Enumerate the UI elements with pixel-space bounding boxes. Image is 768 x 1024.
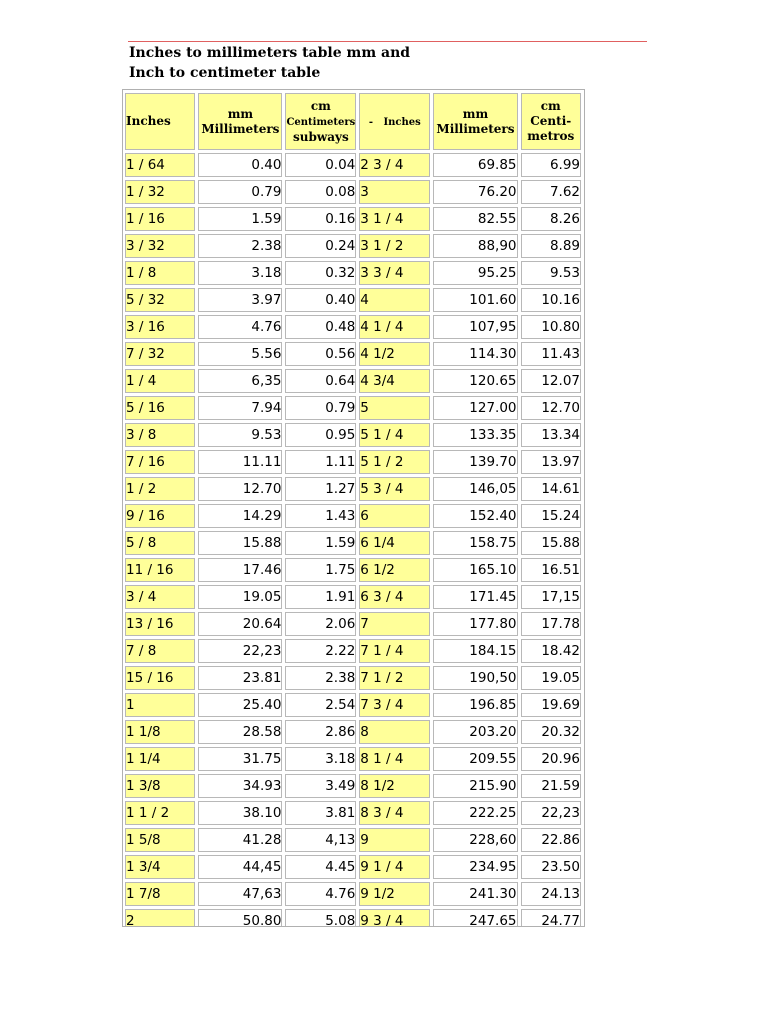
cell-centimeters-2: 8.89 [521, 234, 581, 258]
cell-centimeters: 1.27 [285, 477, 356, 501]
cell-millimeters: 1.59 [198, 207, 282, 231]
cell-inches-2: 4 3/4 [359, 369, 430, 393]
cell-millimeters-2: 190,50 [433, 666, 517, 690]
cell-inches: 15 / 16 [125, 666, 195, 690]
cell-inches: 1 / 64 [125, 153, 195, 177]
header-cm2-word-2: metros [527, 129, 575, 143]
cell-centimeters: 0.95 [285, 423, 356, 447]
cell-centimeters-2: 23.50 [521, 855, 581, 879]
cell-inches: 7 / 16 [125, 450, 195, 474]
cell-inches: 5 / 8 [125, 531, 195, 555]
cell-inches-2: 8 3 / 4 [359, 801, 430, 825]
cell-millimeters-2: 247.65 [433, 909, 517, 927]
cell-millimeters: 44,45 [198, 855, 282, 879]
cell-inches: 1 1/4 [125, 747, 195, 771]
cell-millimeters-2: 69.85 [433, 153, 517, 177]
header-mm-unit: mm [227, 106, 254, 121]
cell-millimeters-2: 120.65 [433, 369, 517, 393]
cell-millimeters: 34.93 [198, 774, 282, 798]
header-cm-sub: subways [293, 129, 349, 144]
cell-centimeters: 0.04 [285, 153, 356, 177]
page-title-line-2: Inch to centimeter table [129, 65, 321, 81]
cell-millimeters: 47,63 [198, 882, 282, 906]
cell-inches: 11 / 16 [125, 558, 195, 582]
cell-centimeters: 3.18 [285, 747, 356, 771]
header-cm2-word-1: Centi- [530, 114, 572, 128]
cell-millimeters-2: 222.25 [433, 801, 517, 825]
cell-centimeters: 5.08 [285, 909, 356, 927]
cell-millimeters-2: 165.10 [433, 558, 517, 582]
cell-millimeters: 12.70 [198, 477, 282, 501]
cell-inches-2: 9 1 / 4 [359, 855, 430, 879]
cell-inches: 1 / 8 [125, 261, 195, 285]
cell-millimeters: 22,23 [198, 639, 282, 663]
cell-centimeters-2: 9.53 [521, 261, 581, 285]
header-inches-2 [359, 93, 430, 150]
cell-millimeters-2: 152.40 [433, 504, 517, 528]
cell-centimeters-2: 17,15 [521, 585, 581, 609]
cell-inches-2: 7 3 / 4 [359, 693, 430, 717]
cell-centimeters: 2.54 [285, 693, 356, 717]
cell-inches: 1 1 / 2 [125, 801, 195, 825]
cell-millimeters-2: 203.20 [433, 720, 517, 744]
cell-inches: 1 [125, 693, 195, 717]
table-row [125, 882, 581, 906]
cell-centimeters: 0.56 [285, 342, 356, 366]
table-row [125, 774, 581, 798]
cell-inches-2: 6 1/2 [359, 558, 430, 582]
cell-inches-2: 7 [359, 612, 430, 636]
cell-centimeters-2: 12.70 [521, 396, 581, 420]
cell-inches-2: 2 3 / 4 [359, 153, 430, 177]
cell-centimeters-2: 15.88 [521, 531, 581, 555]
cell-centimeters-2: 19.69 [521, 693, 581, 717]
cell-millimeters: 50.80 [198, 909, 282, 927]
cell-centimeters-2: 15.24 [521, 504, 581, 528]
cell-millimeters-2: 209.55 [433, 747, 517, 771]
cell-centimeters-2: 16.51 [521, 558, 581, 582]
cell-inches: 3 / 8 [125, 423, 195, 447]
cell-millimeters: 17.46 [198, 558, 282, 582]
cell-millimeters: 38.10 [198, 801, 282, 825]
page-title [129, 43, 410, 83]
table-row [125, 423, 581, 447]
header-cm2-unit: cm [540, 99, 561, 113]
cell-centimeters: 0.32 [285, 261, 356, 285]
cell-millimeters-2: 234.95 [433, 855, 517, 879]
table-row [125, 801, 581, 825]
header-inches-2-label: - Inches [368, 116, 421, 128]
cell-millimeters: 9.53 [198, 423, 282, 447]
cell-centimeters-2: 21.59 [521, 774, 581, 798]
table-row [125, 288, 581, 312]
table-row [125, 666, 581, 690]
cell-inches-2: 7 1 / 2 [359, 666, 430, 690]
cell-millimeters-2: 139.70 [433, 450, 517, 474]
table-row [125, 693, 581, 717]
table-header-row [125, 93, 581, 150]
table-row [125, 477, 581, 501]
cell-centimeters-2: 11.43 [521, 342, 581, 366]
cell-millimeters-2: 184.15 [433, 639, 517, 663]
cell-millimeters-2: 114.30 [433, 342, 517, 366]
cell-millimeters: 0.79 [198, 180, 282, 204]
table-row [125, 720, 581, 744]
cell-millimeters-2: 95.25 [433, 261, 517, 285]
cell-inches-2: 4 1 / 4 [359, 315, 430, 339]
table-row [125, 855, 581, 879]
table-row [125, 315, 581, 339]
cell-inches-2: 6 1/4 [359, 531, 430, 555]
cell-inches: 1 3/8 [125, 774, 195, 798]
cell-centimeters: 2.38 [285, 666, 356, 690]
cell-centimeters-2: 10.80 [521, 315, 581, 339]
cell-inches-2: 5 1 / 4 [359, 423, 430, 447]
cell-centimeters: 2.06 [285, 612, 356, 636]
cell-inches-2: 5 3 / 4 [359, 477, 430, 501]
cell-centimeters: 4.45 [285, 855, 356, 879]
cell-millimeters: 7.94 [198, 396, 282, 420]
cell-inches: 1 / 32 [125, 180, 195, 204]
cell-millimeters: 23.81 [198, 666, 282, 690]
cell-millimeters: 3.97 [198, 288, 282, 312]
cell-inches-2: 3 3 / 4 [359, 261, 430, 285]
cell-millimeters: 25.40 [198, 693, 282, 717]
table-row [125, 558, 581, 582]
header-millimeters-2 [433, 93, 517, 150]
cell-inches: 13 / 16 [125, 612, 195, 636]
table-row [125, 531, 581, 555]
table-row [125, 342, 581, 366]
cell-inches-2: 3 1 / 2 [359, 234, 430, 258]
cell-millimeters: 31.75 [198, 747, 282, 771]
cell-millimeters-2: 82.55 [433, 207, 517, 231]
table-row [125, 639, 581, 663]
table-row [125, 369, 581, 393]
cell-inches-2: 9 1/2 [359, 882, 430, 906]
cell-millimeters: 15.88 [198, 531, 282, 555]
cell-millimeters-2: 146,05 [433, 477, 517, 501]
cell-centimeters-2: 22.86 [521, 828, 581, 852]
header-inches-label: Inches [126, 114, 171, 128]
cell-inches: 3 / 16 [125, 315, 195, 339]
cell-millimeters: 2.38 [198, 234, 282, 258]
cell-inches: 5 / 16 [125, 396, 195, 420]
header-mm2-unit: mm [462, 106, 489, 121]
cell-millimeters-2: 215.90 [433, 774, 517, 798]
table-row [125, 828, 581, 852]
cell-millimeters-2: 88,90 [433, 234, 517, 258]
cell-centimeters: 0.40 [285, 288, 356, 312]
cell-millimeters: 19.05 [198, 585, 282, 609]
cell-centimeters-2: 12.07 [521, 369, 581, 393]
cell-centimeters-2: 24.77 [521, 909, 581, 927]
cell-inches-2: 5 1 / 2 [359, 450, 430, 474]
cell-inches: 1 / 16 [125, 207, 195, 231]
cell-millimeters-2: 158.75 [433, 531, 517, 555]
cell-centimeters-2: 17.78 [521, 612, 581, 636]
cell-millimeters: 3.18 [198, 261, 282, 285]
cell-centimeters-2: 13.34 [521, 423, 581, 447]
cell-centimeters: 0.16 [285, 207, 356, 231]
cell-centimeters: 0.08 [285, 180, 356, 204]
header-inches [125, 93, 195, 150]
cell-inches-2: 8 1/2 [359, 774, 430, 798]
cell-centimeters: 2.86 [285, 720, 356, 744]
cell-inches: 7 / 32 [125, 342, 195, 366]
cell-millimeters-2: 107,95 [433, 315, 517, 339]
cell-centimeters-2: 22,23 [521, 801, 581, 825]
cell-millimeters-2: 133.35 [433, 423, 517, 447]
cell-inches-2: 8 1 / 4 [359, 747, 430, 771]
cell-inches: 1 / 2 [125, 477, 195, 501]
cell-centimeters-2: 10.16 [521, 288, 581, 312]
cell-centimeters: 0.48 [285, 315, 356, 339]
table-row [125, 747, 581, 771]
header-millimeters [198, 93, 282, 150]
cell-centimeters-2: 20.32 [521, 720, 581, 744]
cell-inches-2: 9 3 / 4 [359, 909, 430, 927]
cell-inches: 1 / 4 [125, 369, 195, 393]
table-row [125, 504, 581, 528]
cell-millimeters-2: 76.20 [433, 180, 517, 204]
cell-centimeters-2: 6.99 [521, 153, 581, 177]
cell-millimeters-2: 228,60 [433, 828, 517, 852]
cell-centimeters: 1.43 [285, 504, 356, 528]
top-divider-line [128, 41, 647, 42]
cell-centimeters: 3.49 [285, 774, 356, 798]
cell-millimeters-2: 241.30 [433, 882, 517, 906]
cell-inches: 1 1/8 [125, 720, 195, 744]
cell-inches-2: 3 [359, 180, 430, 204]
header-centimeters [285, 93, 356, 150]
cell-millimeters: 0.40 [198, 153, 282, 177]
cell-inches: 1 7/8 [125, 882, 195, 906]
table-row [125, 585, 581, 609]
cell-millimeters-2: 196.85 [433, 693, 517, 717]
cell-centimeters: 1.11 [285, 450, 356, 474]
cell-millimeters: 41.28 [198, 828, 282, 852]
cell-inches-2: 7 1 / 4 [359, 639, 430, 663]
cell-centimeters-2: 7.62 [521, 180, 581, 204]
cell-centimeters-2: 14.61 [521, 477, 581, 501]
cell-centimeters: 2.22 [285, 639, 356, 663]
header-centimeters-2 [521, 93, 581, 150]
cell-inches-2: 6 [359, 504, 430, 528]
cell-centimeters: 1.59 [285, 531, 356, 555]
cell-millimeters-2: 177.80 [433, 612, 517, 636]
cell-millimeters: 14.29 [198, 504, 282, 528]
cell-millimeters: 5.56 [198, 342, 282, 366]
cell-centimeters-2: 20.96 [521, 747, 581, 771]
table-row [125, 612, 581, 636]
conversion-table-frame [122, 89, 585, 927]
conversion-table [122, 90, 584, 927]
table-row [125, 909, 581, 927]
cell-centimeters-2: 19.05 [521, 666, 581, 690]
cell-centimeters: 1.75 [285, 558, 356, 582]
cell-inches: 3 / 32 [125, 234, 195, 258]
cell-centimeters: 0.64 [285, 369, 356, 393]
header-mm2-word: Millimeters [436, 121, 515, 136]
cell-inches: 5 / 32 [125, 288, 195, 312]
cell-centimeters: 0.24 [285, 234, 356, 258]
cell-millimeters: 11.11 [198, 450, 282, 474]
table-row [125, 261, 581, 285]
table-row [125, 207, 581, 231]
cell-centimeters-2: 13.97 [521, 450, 581, 474]
cell-inches-2: 3 1 / 4 [359, 207, 430, 231]
cell-inches-2: 9 [359, 828, 430, 852]
cell-millimeters: 28.58 [198, 720, 282, 744]
cell-centimeters: 3.81 [285, 801, 356, 825]
table-row [125, 450, 581, 474]
cell-centimeters-2: 24.13 [521, 882, 581, 906]
cell-centimeters: 4.76 [285, 882, 356, 906]
cell-inches: 2 [125, 909, 195, 927]
table-row [125, 153, 581, 177]
cell-millimeters-2: 127.00 [433, 396, 517, 420]
cell-inches: 1 5/8 [125, 828, 195, 852]
cell-inches-2: 4 [359, 288, 430, 312]
table-row [125, 396, 581, 420]
header-cm-unit: cm [310, 98, 331, 113]
table-row [125, 180, 581, 204]
page-title-line-1: Inches to millimeters table mm and [129, 45, 411, 61]
cell-millimeters: 20.64 [198, 612, 282, 636]
table-body [125, 153, 581, 927]
cell-inches: 1 3/4 [125, 855, 195, 879]
cell-centimeters: 0.79 [285, 396, 356, 420]
header-cm-word: Centimeters [286, 116, 356, 128]
cell-millimeters: 6,35 [198, 369, 282, 393]
header-mm-word: Millimeters [201, 121, 280, 136]
table-row [125, 234, 581, 258]
cell-inches-2: 5 [359, 396, 430, 420]
cell-millimeters: 4.76 [198, 315, 282, 339]
cell-inches-2: 8 [359, 720, 430, 744]
cell-inches-2: 4 1/2 [359, 342, 430, 366]
cell-inches-2: 6 3 / 4 [359, 585, 430, 609]
cell-centimeters: 1.91 [285, 585, 356, 609]
cell-inches: 3 / 4 [125, 585, 195, 609]
cell-centimeters-2: 18.42 [521, 639, 581, 663]
cell-millimeters-2: 101.60 [433, 288, 517, 312]
cell-millimeters-2: 171.45 [433, 585, 517, 609]
cell-inches: 9 / 16 [125, 504, 195, 528]
cell-centimeters-2: 8.26 [521, 207, 581, 231]
cell-inches: 7 / 8 [125, 639, 195, 663]
cell-centimeters: 4,13 [285, 828, 356, 852]
